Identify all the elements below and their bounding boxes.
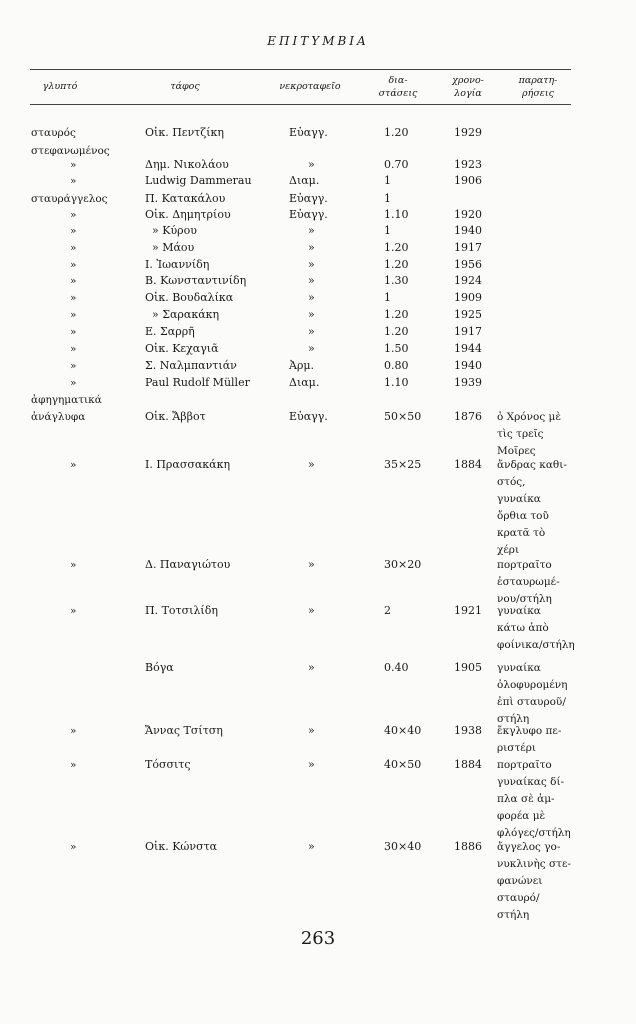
remark-line: πορτραῖτο [497,559,552,571]
cell-grave: Ι. Ἰωαννίδη [145,258,210,271]
col-head-chronology: χρονο- λογία [452,75,484,99]
cell-grave: Δ. Παναγιώτου [145,558,231,571]
cell-chronology: 1924 [454,274,482,287]
cell-cemetery: » [308,158,315,171]
remark-line: ὀλοφυρομένη [497,679,568,691]
cell-chronology: 1905 [454,661,482,674]
remark-line: ριστέρι [497,742,536,754]
col-head-dimensions: δια- στάσεις [378,75,418,99]
remark-line: ἐπὶ σταυροῦ/ [497,696,566,708]
cell-grave: » Μάου [152,241,195,254]
cell-sculpture: » [70,292,77,304]
cell-remarks [497,723,597,757]
cell-chronology: 1917 [454,241,482,254]
cell-cemetery: Εὐαγγ. [289,410,328,423]
cell-sculpture: ἀφηγηματικά [31,394,102,406]
cell-cemetery: » [308,458,315,471]
cell-chronology: 1876 [454,410,482,423]
cell-sculpture: σταυρός [31,127,76,139]
cell-chronology: 1939 [454,376,482,389]
cell-sculpture: » [70,259,77,271]
cell-grave: Οἰκ. Κώνστα [145,840,218,853]
cell-cemetery: » [308,558,315,571]
cell-sculpture: » [70,343,77,355]
cell-chronology: 1921 [454,604,482,617]
cell-chronology: 1917 [454,325,482,338]
cell-sculpture: στεφανωμένος [31,145,110,157]
remark-line: γυναίκα [497,662,541,674]
cell-sculpture: σταυράγγελος [31,193,108,205]
cell-chronology: 1938 [454,724,482,737]
table-row [0,341,636,357]
cell-dimensions: 1.20 [384,241,409,254]
table-row [0,324,636,340]
cell-grave: Π. Τοτσιλίδη [145,604,218,617]
cell-dimensions: 1.30 [384,274,409,287]
header-rule-bottom [30,104,571,105]
cell-grave: Τόσσιτς [145,758,191,771]
cell-chronology: 1944 [454,342,482,355]
cell-dimensions: 30×20 [384,558,422,571]
table-row [0,375,636,391]
cell-dimensions: 0.70 [384,158,409,171]
remark-line: φορέα μὲ [497,810,546,822]
cell-dimensions: 35×25 [384,458,422,471]
page-number: 263 [300,928,336,949]
cell-dimensions: 2 [384,604,391,617]
cell-grave: Π. Κατακάλου [145,192,226,205]
remark-line: πλα σὲ ἀμ- [497,793,555,805]
page-title: ΕΠΙΤΥΜΒΙΑ [267,34,369,48]
cell-sculpture: » [70,275,77,287]
header-rule-top [30,69,571,70]
cell-cemetery: Εὐαγγ. [289,126,328,139]
cell-sculpture: » [70,175,77,187]
remark-line: στός, [497,476,526,488]
cell-chronology: 1940 [454,224,482,237]
table-row [0,723,636,754]
cell-cemetery: » [308,724,315,737]
cell-cemetery: » [308,258,315,271]
cell-grave: Ἄννας Τσίτση [145,724,223,737]
cell-remarks [497,757,597,842]
cell-cemetery: Διαμ. [289,174,320,187]
cell-sculpture: » [70,159,77,171]
table-row [0,173,636,189]
cell-dimensions: 1 [384,291,391,304]
cell-cemetery: Εὐαγγ. [289,208,328,221]
cell-remarks [497,603,597,654]
cell-cemetery: Εὐαγγ. [289,192,328,205]
table-row [0,757,636,839]
cell-remarks [497,409,597,460]
cell-sculpture: ἀνάγλυφα [31,411,86,423]
cell-cemetery: » [308,274,315,287]
table-row [0,457,636,556]
remark-line: ἐσταυρωμέ- [497,576,560,588]
cell-grave: Οἰκ. Ἄββοτ [145,410,206,423]
remark-line: φανώνει [497,875,543,887]
cell-grave: Β. Κωνσταντινίδη [145,274,247,287]
cell-grave: Οἰκ. Κεχαγιᾶ [145,342,219,355]
cell-sculpture: » [70,242,77,254]
remark-line: Μοῖρες [497,445,536,457]
cell-dimensions: 0.40 [384,661,409,674]
cell-grave: Paul Rudolf Müller [145,376,250,389]
cell-remarks [497,557,597,608]
cell-cemetery: » [308,342,315,355]
cell-sculpture: » [70,377,77,389]
cell-sculpture: » [70,459,77,471]
remark-line: ὁ Χρόνος μὲ [497,411,562,423]
cell-chronology: 1929 [454,126,482,139]
table-row [0,157,636,173]
cell-chronology: 1886 [454,840,482,853]
cell-grave: Οἰκ. Βουδαλίκα [145,291,234,304]
cell-chronology: 1884 [454,758,482,771]
table-row [0,240,636,256]
col-head-cemetery: νεκροταφεῖο [279,81,341,92]
cell-sculpture: » [70,559,77,571]
remark-line: τὶς τρεῖς [497,428,544,440]
remark-line: γυναίκα [497,493,541,505]
table-row [0,603,636,651]
cell-sculpture: » [70,841,77,853]
cell-grave: Ι. Πρασσακάκη [145,458,231,471]
cell-sculpture: » [70,759,77,771]
cell-dimensions: 1 [384,174,391,187]
remark-line: ὄρθια τοῦ [497,510,549,522]
table-row [0,273,636,289]
cell-chronology: 1884 [454,458,482,471]
remark-line: σταυρό/ [497,892,540,904]
cell-cemetery: » [308,604,315,617]
cell-dimensions: 1.10 [384,376,409,389]
cell-dimensions: 1.50 [384,342,409,355]
remark-line: γυναίκα [497,605,541,617]
cell-dimensions: 1.10 [384,208,409,221]
cell-dimensions: 0.80 [384,359,409,372]
cell-cemetery: » [308,325,315,338]
table-row [0,223,636,239]
cell-dimensions: 40×40 [384,724,422,737]
table-row [0,290,636,306]
cell-sculpture: » [70,725,77,737]
cell-remarks [497,457,597,559]
cell-dimensions: 1 [384,192,391,205]
cell-grave: Οἰκ. Πεντζίκη [145,126,225,139]
cell-dimensions: 1.20 [384,258,409,271]
cell-dimensions: 1.20 [384,126,409,139]
remark-line: ἄγγελος γο- [497,841,561,853]
cell-dimensions: 1.20 [384,325,409,338]
remark-line: κρατᾶ τὸ [497,527,546,539]
table-row [0,358,636,374]
cell-grave: Ε. Σαρρῆ [145,325,195,338]
cell-cemetery: » [308,308,315,321]
cell-remarks [497,839,597,924]
cell-sculpture: » [70,225,77,237]
cell-grave: Ludwig Dammerau [145,174,252,187]
cell-sculpture: » [70,605,77,617]
remark-line: ἄνδρας καθι- [497,459,567,471]
cell-sculpture: » [70,360,77,372]
remark-line: νου/στήλη [497,593,552,605]
cell-chronology: 1925 [454,308,482,321]
cell-dimensions: 1.20 [384,308,409,321]
remark-line: νυκλινὴς στε- [497,858,571,870]
table-row [0,307,636,323]
table-row [0,125,636,141]
col-head-sculpture: γλυπτό [42,81,78,92]
table-row [0,557,636,605]
remark-line: χέρι [497,544,520,556]
remark-line: στήλη [497,713,530,725]
cell-chronology: 1940 [454,359,482,372]
table-row [0,839,636,921]
cell-cemetery: Διαμ. [289,376,320,389]
table-row [0,409,636,457]
cell-chronology: 1906 [454,174,482,187]
cell-chronology: 1909 [454,291,482,304]
cell-sculpture: » [70,309,77,321]
remark-line: στήλη [497,909,530,921]
col-head-remarks: παρατη- ρήσεις [518,75,558,99]
cell-chronology: 1923 [454,158,482,171]
table-row [0,207,636,223]
cell-grave: » Κύρου [152,224,197,237]
table-row [0,257,636,273]
cell-grave: » Σαρακάκη [152,308,220,321]
cell-dimensions: 30×40 [384,840,422,853]
remark-line: ἔκγλυφο πε- [497,725,562,737]
col-head-grave: τάφος [170,81,200,92]
cell-chronology: 1920 [454,208,482,221]
cell-sculpture: » [70,326,77,338]
table-row [0,660,636,725]
cell-cemetery: » [308,241,315,254]
cell-dimensions: 1 [384,224,391,237]
cell-grave: Σ. Ναλμπαντιάν [145,359,237,372]
table-row [0,191,636,207]
cell-cemetery: » [308,291,315,304]
cell-dimensions: 40×50 [384,758,422,771]
cell-dimensions: 50×50 [384,410,422,423]
cell-cemetery: » [308,224,315,237]
remark-line: γυναίκας δί- [497,776,565,788]
table-row [0,392,636,408]
remark-line: πορτραῖτο [497,759,552,771]
cell-chronology: 1956 [454,258,482,271]
remark-line: φοίνικα/στήλη [497,639,575,651]
cell-sculpture: » [70,209,77,221]
cell-cemetery: » [308,758,315,771]
cell-cemetery: » [308,840,315,853]
remark-line: φλόγες/στήλη [497,827,571,839]
cell-grave: Βόγα [145,661,174,674]
cell-grave: Δημ. Νικολάου [145,158,229,171]
cell-cemetery: Ἀρμ. [289,359,315,372]
cell-grave: Οἰκ. Δημητρίου [145,208,231,221]
cell-remarks [497,660,597,728]
cell-cemetery: » [308,661,315,674]
remark-line: κάτω ἀπὸ [497,622,549,634]
